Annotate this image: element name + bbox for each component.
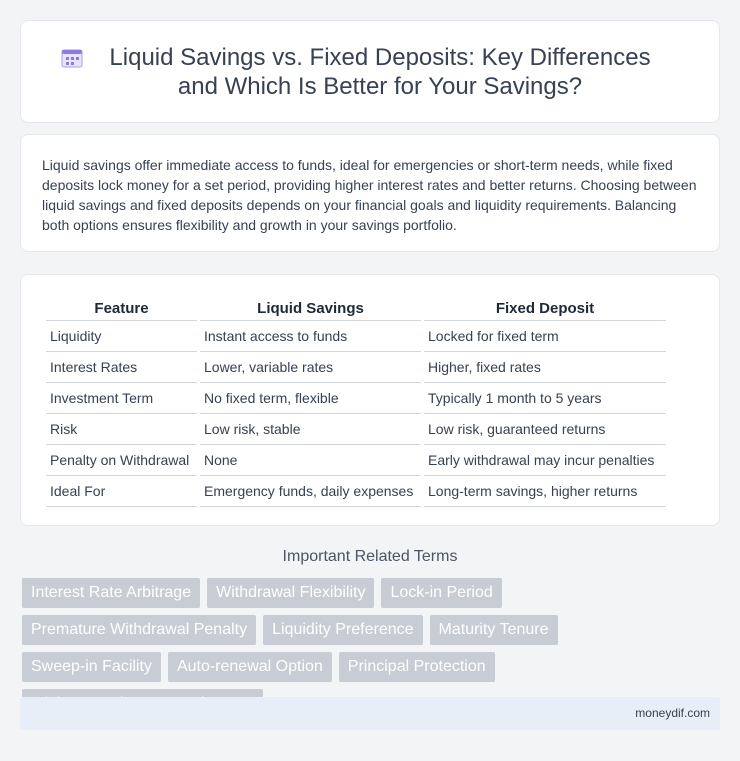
footer <box>20 697 720 730</box>
table-cell: Lower, variable rates <box>200 352 421 383</box>
table-cell: Locked for fixed term <box>424 321 666 352</box>
table-row <box>46 445 666 476</box>
related-term-tag[interactable]: Interest Rate Arbitrage <box>22 578 200 608</box>
table-cell: Liquidity <box>46 321 197 352</box>
comparison-table <box>43 295 669 507</box>
table-cell: Low risk, stable <box>200 414 421 445</box>
header-liquid-savings: Liquid Savings <box>200 295 421 321</box>
related-term-tag[interactable]: Maturity Tenure <box>430 615 558 645</box>
related-term-tag[interactable]: Lock-in Period <box>381 578 501 608</box>
table-cell: Low risk, guaranteed returns <box>424 414 666 445</box>
related-term-tag[interactable]: Liquidity Preference <box>263 615 422 645</box>
table-row <box>46 414 666 445</box>
title-card <box>20 20 720 123</box>
intro-paragraph: Liquid savings offer immediate access to funds, ideal for emergencies or short-term needs, while fixed deposits lock money for a set period, providing higher interest rates and better returns. Choosing between liquid savings and fixed deposits depends on your financial goals and liquidity requirements. Balancing both options ensures flexibility and growth in your savings portfolio. <box>42 157 697 233</box>
table-cell: None <box>200 445 421 476</box>
comparison-card <box>20 274 720 526</box>
page-title: Liquid Savings vs. Fixed Deposits: Key Differences and Which Is Better for Your Savings? <box>109 44 651 100</box>
related-term-tag[interactable]: Premature Withdrawal Penalty <box>22 615 256 645</box>
related-term-tag[interactable]: Withdrawal Flexibility <box>207 578 374 608</box>
table-cell: No fixed term, flexible <box>200 383 421 414</box>
table-cell: Emergency funds, daily expenses <box>200 476 421 507</box>
table-row <box>46 321 666 352</box>
table-cell: Long-term savings, higher returns <box>424 476 666 507</box>
table-cell: Penalty on Withdrawal <box>46 445 197 476</box>
table-cell: Risk <box>46 414 197 445</box>
related-term-tag[interactable]: Auto-renewal Option <box>168 652 332 682</box>
table-cell: Higher, fixed rates <box>424 352 666 383</box>
table-cell: Early withdrawal may incur penalties <box>424 445 666 476</box>
table-cell: Interest Rates <box>46 352 197 383</box>
table-header-row <box>46 295 666 321</box>
related-terms-heading: Important Related Terms <box>282 548 458 565</box>
footer-site-link[interactable]: moneydif.com <box>635 706 710 720</box>
related-term-tag[interactable]: Sweep-in Facility <box>22 652 161 682</box>
table-cell: Ideal For <box>46 476 197 507</box>
table-cell: Instant access to funds <box>200 321 421 352</box>
related-term-tag[interactable]: Principal Protection <box>339 652 495 682</box>
table-row <box>46 352 666 383</box>
table-row <box>46 383 666 414</box>
table-cell: Typically 1 month to 5 years <box>424 383 666 414</box>
table-row <box>46 476 666 507</box>
header-fixed-deposit: Fixed Deposit <box>424 295 666 321</box>
header-feature: Feature <box>46 295 197 321</box>
table-cell: Investment Term <box>46 383 197 414</box>
intro-card <box>20 134 720 252</box>
